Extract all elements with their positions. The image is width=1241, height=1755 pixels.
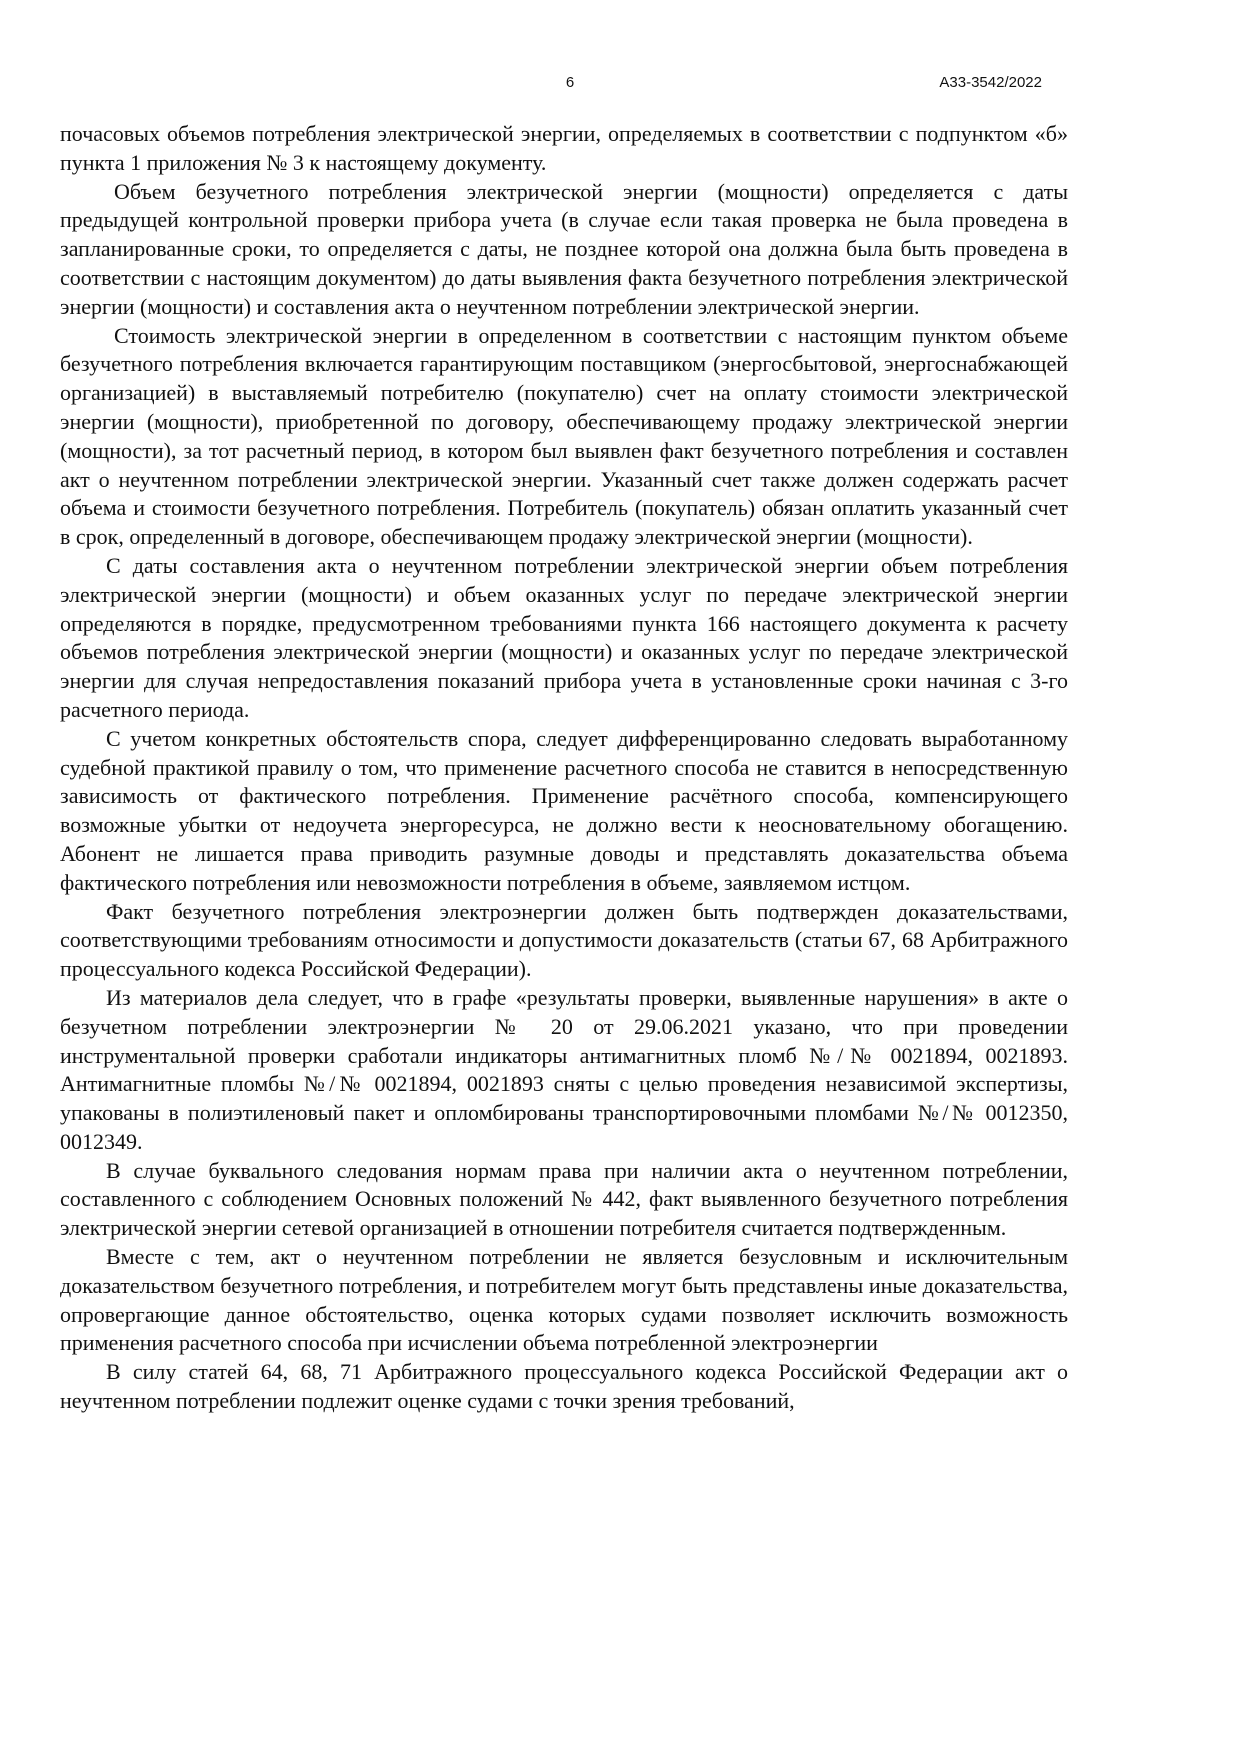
paragraph-dispute-circumstances: С учетом конкретных обстоятельств спора, следует дифференцированно следовать выработанному судебной практикой правилу о том, что применение расчетного способа не ставится в непосредственную зависимость от фактического потребления. Применение расчётного способа, компенсирующего возможные убытки от недоучета энергоресурса, не должно вести к неосновательному обогащению. Абонент не лишается права приводить разумные доводы и представлять доказательства объема фактического потребления или невозможности потребления в объеме, заявляемом истцом. [60, 725, 1068, 895]
paragraph-evidence-requirement: Факт безучетного потребления электроэнергии должен быть подтвержден доказательствами, соответствующими требованиям относимости и допустимости доказательств (статьи 67, 68 Арбитражного процессуального кодекса Российской Федерации). [60, 898, 1068, 982]
case-number: А33-3542/2022 [939, 74, 1042, 91]
paragraph-unaccounted-volume: Объем безучетного потребления электрической энергии (мощности) определяется с даты предыдущей контрольной проверки прибора учета (в случае если такая проверка не была проведена в запланированные сроки, то определяется с даты, не позднее которой она должна была быть проведена в соответствии с настоящим документом) до даты выявления факта безучетного потребления электрической энергии (мощности) и составления акта о неучтенном потреблении электрической энергии. [60, 178, 1068, 319]
paragraph-literal-norms: В случае буквального следования нормам права при наличии акта о неучтенном потреблении, составленного с соблюдением Основных положений № 442, факт выявленного безучетного потребления электрической энергии сетевой организацией в отношении потребителя считается подтвержденным. [60, 1157, 1068, 1241]
paragraph-articles-evaluation: В силу статей 64, 68, 71 Арбитражного процессуального кодекса Российской Федерации акт о неучтенном потреблении подлежит оценке судами с точки зрения требований, [60, 1359, 1068, 1414]
paragraph-energy-cost: Стоимость электрической энергии в определенном в соответствии с настоящим пунктом объеме безучетного потребления включается гарантирующим поставщиком (энергосбытовой, энергоснабжающей организацией) в выставляемый потребителю (покупателю) счет на оплату стоимости электрической энергии (мощности), приобретенной по договору, обеспечивающему продажу электрической энергии (мощности), за тот расчетный период, в котором был выявлен факт безучетного потребления и составлен акт о неучтенном потреблении электрической энергии. Указанный счет также должен содержать расчет объема и стоимости безучетного потребления. Потребитель (покупатель) обязан оплатить указанный счет в срок, определенный в договоре, обеспечивающем продажу электрической энергии (мощности). [60, 322, 1068, 550]
paragraph-act-date: С даты составления акта о неучтенном потреблении электрической энергии объем потребления электрической энергии (мощности) и объем оказанных услуг по передаче электрической энергии определяются в порядке, предусмотренном требованиями пункта 166 настоящего документа к расчету объемов потребления электрической энергии (мощности) и оказанных услуг по передаче электрической энергии для случая непредоставления показаний прибора учета в установленные сроки начиная с 3-го расчетного периода. [60, 552, 1068, 722]
page-number: 6 [565, 74, 575, 91]
paragraph-case-materials: Из материалов дела следует, что в графе «результаты проверки, выявленные нарушения» в акте о безучетном потреблении электроэнергии № 20 от 29.06.2021 указано, что при проведении инструментальной проверки сработали индикаторы антимагнитных пломб №/№ 0021894, 0021893. Антимагнитные пломбы №/№ 0021894, 0021893 сняты с целью проведения независимой экспертизы, упакованы в полиэтиленовый пакет и опломбированы транспортировочными пломбами №/№ 0012350, 0012349. [60, 984, 1068, 1154]
paragraph-continuation: почасовых объемов потребления электрической энергии, определяемых в соответствии с подпунктом «б» пункта 1 приложения № 3 к настоящему документу. [60, 121, 1068, 175]
document-body [60, 120, 1068, 1416]
paragraph-act-not-unconditional: Вместе с тем, акт о неучтенном потреблении не является безусловным и исключительным доказательством безучетного потребления, и потребителем могут быть представлены иные доказательства, опровергающие данное обстоятельство, оценка которых судами позволяет исключить возможность применения расчетного способа при исчислении объема потребленной электроэнергии [60, 1244, 1068, 1356]
